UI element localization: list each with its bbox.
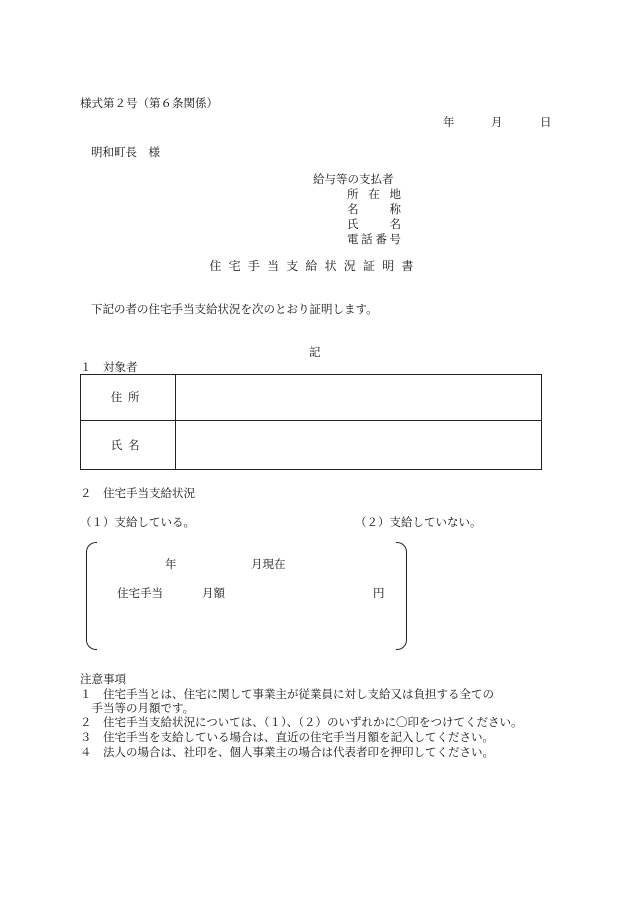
date-year: 年 [443, 115, 455, 129]
section2-heading: ２ 住宅手当支給状況 [80, 486, 195, 500]
addressee: 明和町長 様 [91, 145, 160, 159]
payer-field-phone [347, 232, 401, 247]
payer-field-company-name [347, 202, 401, 217]
form-number: 様式第２号（第６条関係） [80, 96, 218, 110]
payer-field-address [347, 187, 401, 202]
note-item: 手当等の月額です。 [80, 701, 195, 715]
bracket-left [86, 542, 97, 650]
table-row [81, 375, 542, 421]
payer-field-label: 所在地 [347, 187, 401, 201]
payer-heading: 給与等の支払者 [313, 172, 394, 186]
payer-field-label: 氏名 [347, 217, 401, 231]
payer-field-person-name [347, 217, 401, 232]
intro-text: 下記の者の住宅手当支給状況を次のとおり証明します。 [91, 302, 378, 316]
bracket-yen-label: 円 [373, 586, 385, 600]
bracket-month-current: 月現在 [251, 557, 286, 571]
notes-heading: 注意事項 [80, 672, 126, 686]
document-title: 住宅手当支給状況証明書 [209, 259, 421, 273]
table-row [81, 421, 542, 470]
note-item: ３ 住宅手当を支給している場合は、直近の住宅手当月額を記入してください。 [80, 730, 494, 744]
payer-field-label: 名称 [347, 202, 401, 216]
target-person-table [80, 374, 542, 470]
row-label-address: 住所 [81, 375, 176, 421]
bracket-monthly-label: 月額 [202, 586, 225, 600]
section1-heading: １ 対象者 [80, 360, 138, 374]
bracket-right [396, 542, 407, 650]
name-field[interactable] [176, 421, 542, 470]
note-item: ４ 法人の場合は、社印を、個人事業主の場合は代表者印を押印してください。 [80, 745, 494, 759]
option-paying[interactable]: （１）支給している。 [80, 515, 195, 529]
date-day: 日 [540, 115, 552, 129]
address-field[interactable] [176, 375, 542, 421]
bracket-year: 年 [165, 557, 177, 571]
option-not-paying[interactable]: （２）支給していない。 [355, 515, 482, 529]
note-item: ２ 住宅手当支給状況については、（１）、（２）のいずれかに〇印をつけてください。 [80, 715, 523, 729]
bracket-allowance-label: 住宅手当 [117, 586, 163, 600]
ki-label: 記 [309, 345, 321, 359]
row-label-name: 氏名 [81, 421, 176, 470]
note-item: １ 住宅手当とは、住宅に関して事業主が従業員に対し支給又は負担する全ての [80, 687, 494, 701]
payer-field-label: 電話番号 [347, 232, 401, 246]
date-month: 月 [491, 115, 503, 129]
